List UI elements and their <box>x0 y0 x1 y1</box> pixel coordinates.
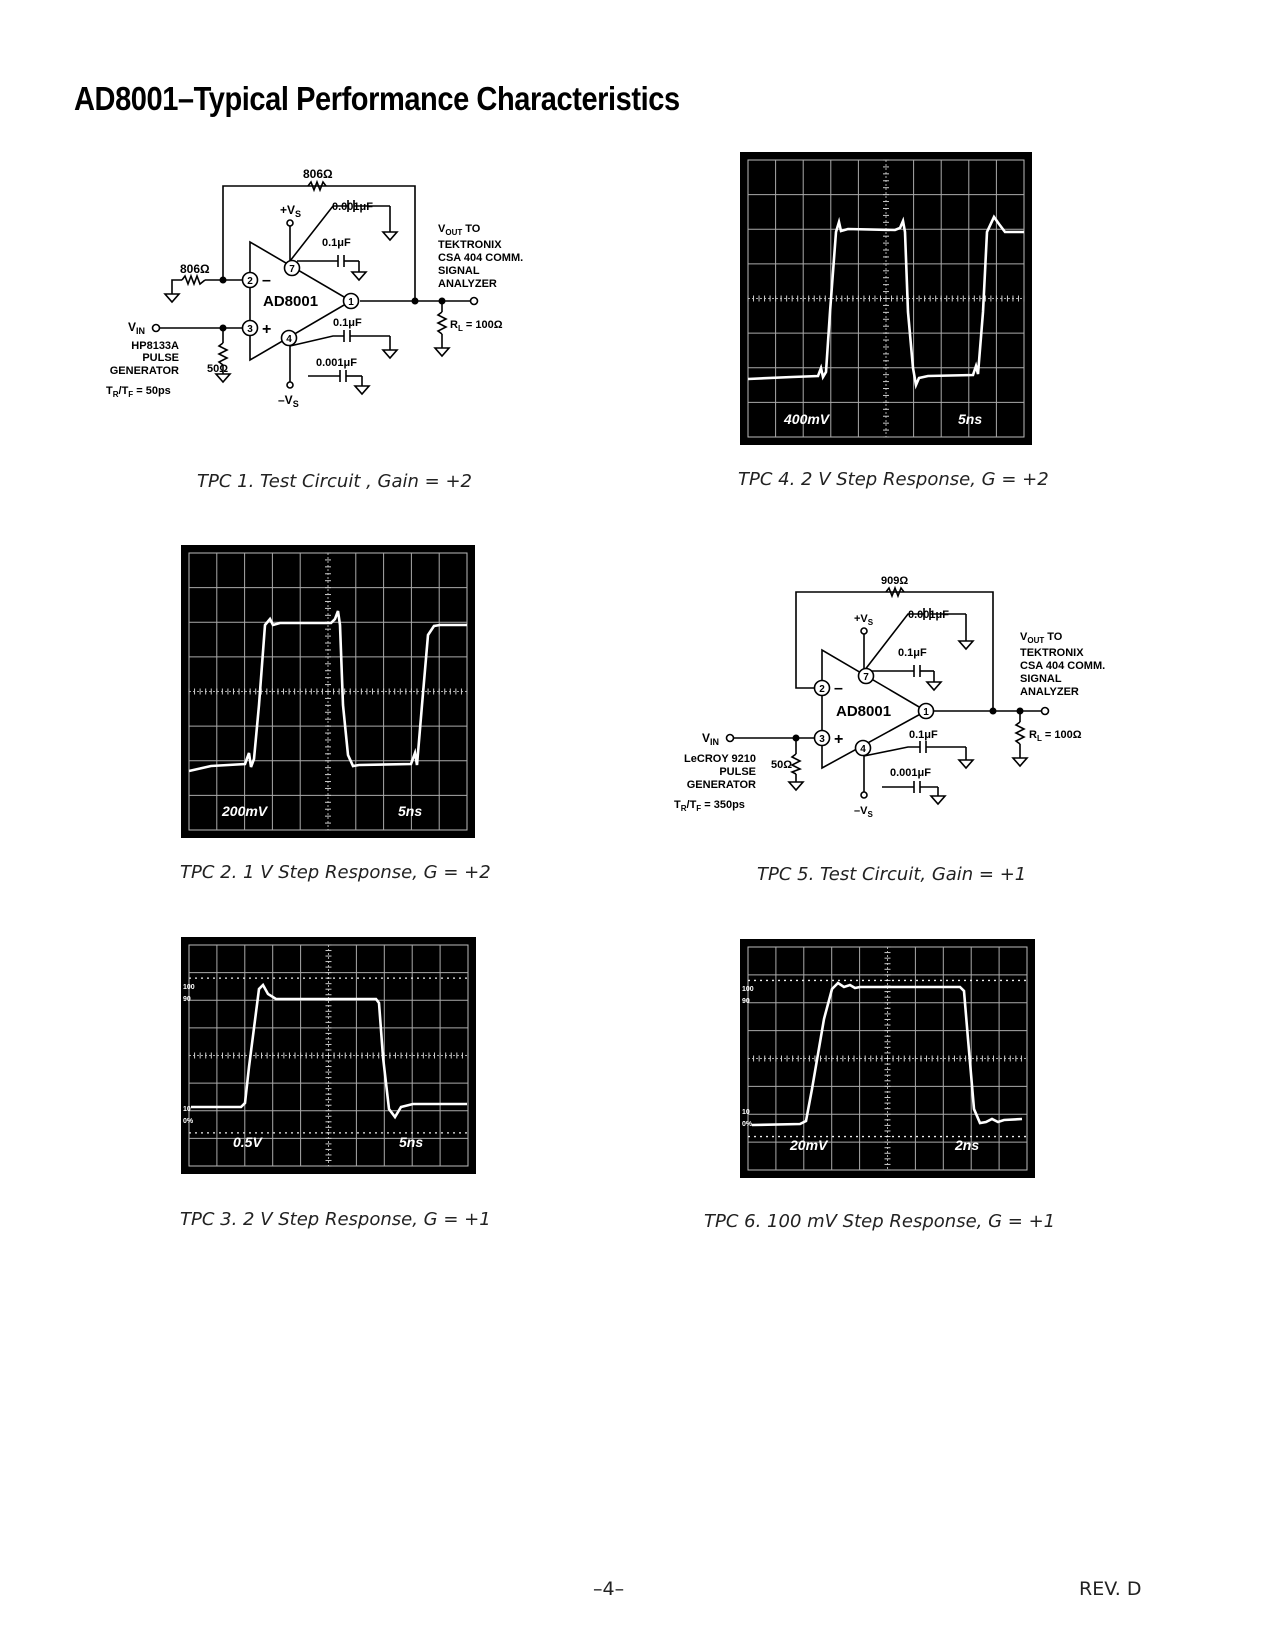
tpc1-cap-top-large: 0.1μF <box>322 237 351 249</box>
tpc5-vin: $V_{IN}$ <box>702 731 720 747</box>
page-title: AD8001–Typical Performance Characteristics <box>74 80 680 117</box>
tpc5-pin-1: 1 <box>923 707 929 718</box>
tpc1-gain-resistor: 806Ω <box>180 262 210 276</box>
tpc1-term-resistor: 50Ω <box>207 363 229 375</box>
tpc1-analyzer-line4: ANALYZER <box>438 278 497 290</box>
tpc1-vin: $V_{IN}$ <box>128 320 146 336</box>
tpc1-cap-top-small: 0.001μF <box>332 201 373 213</box>
tpc1-rl: $R_L = 100\Omega$ <box>450 319 503 333</box>
tpc1-vout: $V_{OUT}$ TO <box>438 223 481 237</box>
tpc2-time-div: 5ns <box>398 803 423 819</box>
tpc5-analyzer-line3: SIGNAL <box>1020 673 1062 685</box>
tpc6-time-div: 2ns <box>955 1137 980 1153</box>
tpc5-generator-line1: LeCROY 9210 <box>684 753 756 765</box>
tpc1-minus-sign: – <box>262 272 271 289</box>
tpc3-mark-10: 10 <box>183 1106 191 1113</box>
tpc1-analyzer-line1: TEKTRONIX <box>438 239 502 251</box>
tpc1-part-label: AD8001 <box>263 293 319 310</box>
tpc3-caption: TPC 3. 2 V Step Response, G = +1 <box>180 1209 491 1230</box>
tpc1-pin-7: 7 <box>289 264 295 275</box>
tpc1-pin-2: 2 <box>247 276 253 287</box>
tpc4-time-div: 5ns <box>958 411 983 427</box>
tpc5-analyzer-line2: CSA 404 COMM. <box>1020 660 1106 672</box>
tpc6-mark-0: 0% <box>742 1121 753 1128</box>
tpc5-plus-sign: + <box>834 731 844 748</box>
tpc5-rl: $R_L = 100\Omega$ <box>1029 729 1082 743</box>
tpc1-cap-bot-small: 0.001μF <box>316 357 357 369</box>
tpc6-mark-90: 90 <box>742 998 750 1005</box>
tpc5-pin-2: 2 <box>819 684 825 695</box>
tpc5-cap-bot-large: 0.1μF <box>909 729 938 741</box>
tpc1-minus-vs: $-V_S$ <box>278 393 299 409</box>
tpc5-minus-sign: – <box>834 680 843 697</box>
tpc3-volts-div: 0.5V <box>233 1134 262 1150</box>
tpc5-analyzer-line4: ANALYZER <box>1020 686 1079 698</box>
tpc2-scope <box>181 545 475 838</box>
tpc1-feedback-resistor: 806Ω <box>303 167 333 181</box>
tpc1-caption: TPC 1. Test Circuit , Gain = +2 <box>197 471 472 492</box>
tpc4-volts-div: 400mV <box>784 411 830 427</box>
tpc3-time-div: 5ns <box>399 1134 424 1150</box>
tpc5-pin-7: 7 <box>863 672 869 683</box>
tpc5-caption: TPC 5. Test Circuit, Gain = +1 <box>757 864 1027 885</box>
tpc3-mark-0: 0% <box>183 1118 194 1125</box>
tpc1-analyzer-line2: CSA 404 COMM. <box>438 252 524 264</box>
tpc6-mark-10: 10 <box>742 1109 750 1116</box>
revision-label: REV. D <box>1079 1578 1142 1600</box>
tpc2-graticule <box>189 553 467 830</box>
tpc5-feedback-resistor: 909Ω <box>881 575 909 587</box>
tpc5-plus-vs: $+V_S$ <box>854 613 874 627</box>
tpc5-analyzer-line1: TEKTRONIX <box>1020 647 1084 659</box>
tpc1-pin-4: 4 <box>286 334 292 345</box>
tpc6-volts-div: 20mV <box>790 1137 828 1153</box>
tpc6-caption: TPC 6. 100 mV Step Response, G = +1 <box>704 1211 1056 1232</box>
tpc1-circuit <box>100 160 560 420</box>
tpc5-cap-top-large: 0.1μF <box>898 647 927 659</box>
tpc5-cap-bot-small: 0.001μF <box>890 767 931 779</box>
tpc1-cap-bot-large: 0.1μF <box>333 317 362 329</box>
tpc5-cap-top-small: 0.001μF <box>908 609 949 621</box>
tpc3-scope <box>181 937 476 1174</box>
tpc5-part-label: AD8001 <box>836 703 892 720</box>
tpc5-generator-line3: GENERATOR <box>686 779 756 791</box>
tpc1-pin-1: 1 <box>348 297 354 308</box>
tpc6-scope <box>740 939 1035 1178</box>
tpc1-tr-tf: $T_R/T_F = 50ps$ <box>106 385 171 399</box>
tpc3-graticule <box>189 945 468 1166</box>
tpc1-pin-3: 3 <box>247 324 253 335</box>
tpc3-mark-90: 90 <box>183 996 191 1003</box>
tpc1-generator-line3: GENERATOR <box>109 365 179 377</box>
tpc1-plus-vs: $+V_S$ <box>280 203 302 219</box>
tpc1-plus-sign: + <box>262 321 272 338</box>
page-number: –4– <box>593 1578 625 1600</box>
tpc1-generator-line2: PULSE <box>142 352 179 364</box>
tpc5-generator-line2: PULSE <box>719 766 756 778</box>
tpc2-volts-div: 200mV <box>222 803 268 819</box>
tpc5-pin-4: 4 <box>860 744 866 755</box>
tpc5-pin-3: 3 <box>819 734 825 745</box>
tpc5-tr-tf: $T_R/T_F = 350ps$ <box>674 799 745 813</box>
tpc1-analyzer-line3: SIGNAL <box>438 265 480 277</box>
tpc5-vout: $V_{OUT}$ TO <box>1020 631 1063 645</box>
tpc1-generator-line1: HP8133A <box>131 340 179 352</box>
tpc5-term-resistor: 50Ω <box>771 759 793 771</box>
tpc6-mark-100: 100 <box>742 986 754 993</box>
tpc5-circuit <box>668 570 1128 835</box>
tpc3-mark-100: 100 <box>183 984 195 991</box>
tpc2-caption: TPC 2. 1 V Step Response, G = +2 <box>180 862 491 883</box>
tpc4-scope <box>740 152 1032 445</box>
tpc5-minus-vs: $-V_S$ <box>854 805 873 819</box>
tpc4-caption: TPC 4. 2 V Step Response, G = +2 <box>738 469 1049 490</box>
